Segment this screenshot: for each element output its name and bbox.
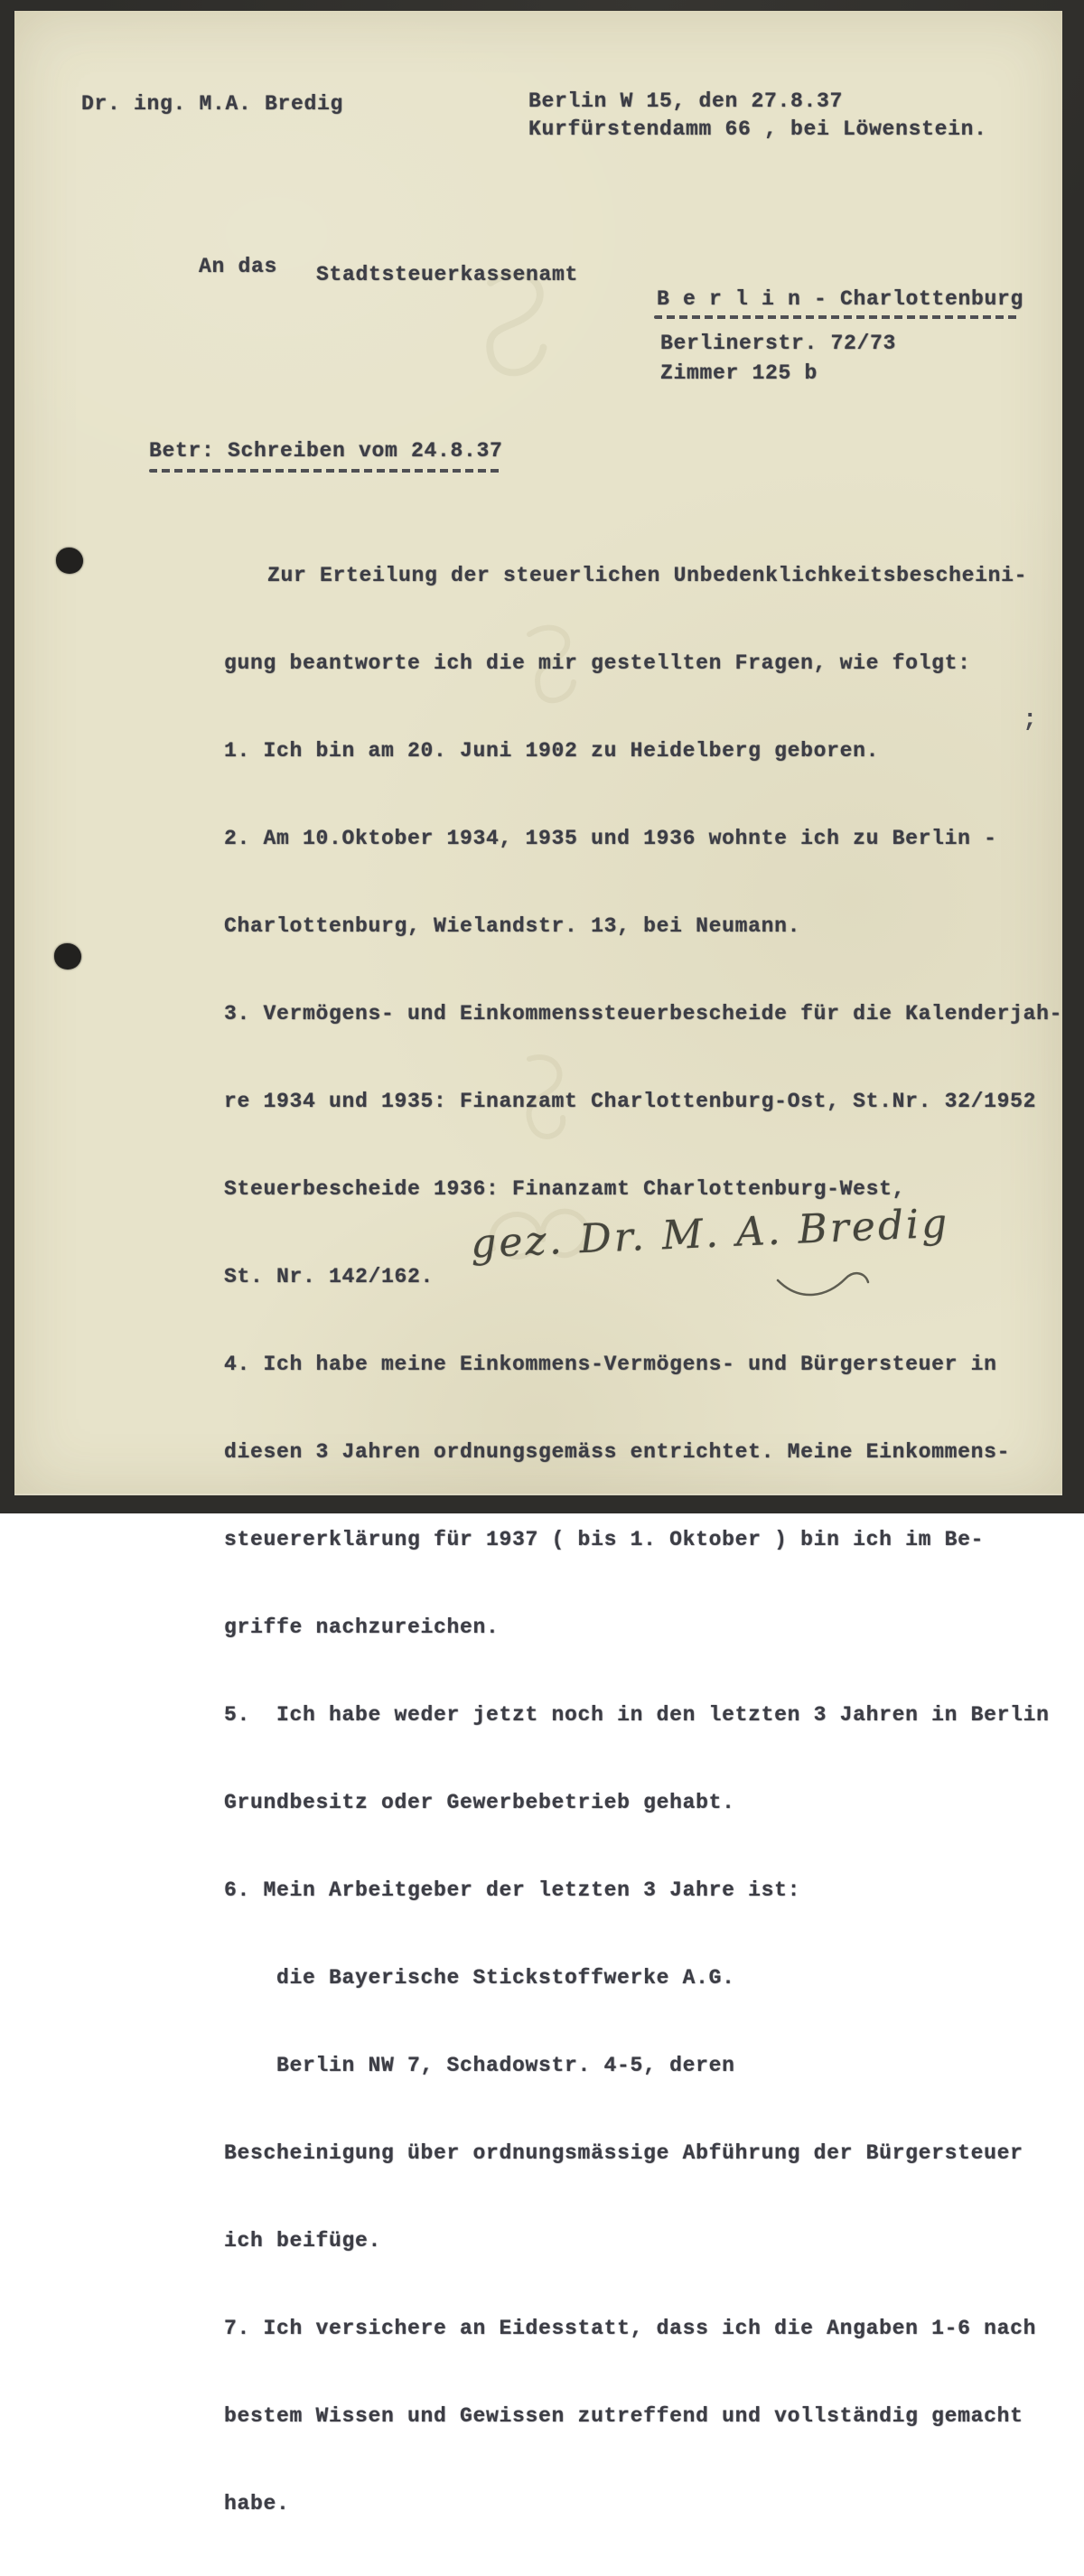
body-line: habe. bbox=[224, 2492, 290, 2515]
recipient-city-underline bbox=[654, 315, 1019, 319]
body-line: Steuerbescheide 1936: Finanzamt Charlottenburg-West, bbox=[224, 1177, 906, 1201]
body-line: die Bayerische Stickstoffwerke A.G. bbox=[276, 1966, 735, 1990]
body-line: 7. Ich versichere an Eidesstatt, dass ich die Angaben 1-6 nach bbox=[224, 2317, 1037, 2340]
subject-line: Betr: Schreiben vom 24.8.37 bbox=[149, 439, 503, 463]
body-line: Grundbesitz oder Gewerbebetrieb gehabt. bbox=[224, 1791, 735, 1814]
body-line: 4. Ich habe meine Einkommens-Vermögens- und Bürgersteuer in bbox=[224, 1353, 997, 1376]
body-line: griffe nachzureichen. bbox=[224, 1616, 500, 1639]
recipient-street: Berlinerstr. 72/73 bbox=[660, 332, 897, 355]
recipient-room: Zimmer 125 b bbox=[660, 361, 818, 385]
body-line: 2. Am 10.Oktober 1934, 1935 und 1936 wohnte ich zu Berlin - bbox=[224, 827, 997, 850]
body-line: 1. Ich bin am 20. Juni 1902 zu Heidelberg geboren. bbox=[224, 739, 880, 763]
body-line: steuererklärung für 1937 ( bis 1. Oktober ) bin ich im Be- bbox=[224, 1528, 985, 1551]
body-line: diesen 3 Jahren ordnungsgemäss entrichtet. Meine Einkommens- bbox=[224, 1440, 1011, 1464]
body-line: gung beantworte ich die mir gestellten Fragen, wie folgt: bbox=[224, 651, 971, 675]
sender-place-date: Berlin W 15, den 27.8.37 bbox=[528, 89, 844, 113]
body-line: ich beifüge. bbox=[224, 2229, 382, 2253]
punch-hole bbox=[56, 548, 83, 574]
body-line: re 1934 und 1935: Finanzamt Charlottenburg-Ost, St.Nr. 32/1952 bbox=[224, 1090, 1037, 1113]
signature: gez. Dr. M. A. Bredig bbox=[470, 1200, 951, 1268]
sender-name: Dr. ing. M.A. Bredig bbox=[81, 92, 344, 116]
body-line: 3. Vermögens- und Einkommenssteuerbescheide für die Kalenderjah- bbox=[224, 1002, 1063, 1026]
body-line: Berlin NW 7, Schadowstr. 4-5, deren bbox=[276, 2054, 735, 2077]
body-line: Bescheinigung über ordnungsmässige Abführung der Bürgersteuer bbox=[224, 2141, 1023, 2165]
punch-hole bbox=[54, 943, 81, 970]
handwritten-semicolon: ; bbox=[1023, 707, 1038, 734]
body-line: St. Nr. 142/162. bbox=[224, 1265, 435, 1288]
body-line: 6. Mein Arbeitgeber der letzten 3 Jahre ist: bbox=[224, 1878, 801, 1902]
recipient-city: B e r l i n - Charlottenburg bbox=[657, 287, 1024, 311]
sender-address: Kurfürstendamm 66 , bei Löwenstein. bbox=[528, 117, 987, 141]
subject-underline bbox=[149, 469, 503, 473]
recipient-salutation: An das bbox=[199, 255, 278, 278]
signature-flourish bbox=[773, 1262, 873, 1307]
body-line: Zur Erteilung der steuerlichen Unbedenklichkeitsbescheini- bbox=[267, 564, 1028, 587]
letter-body bbox=[224, 504, 1062, 2576]
body-line: 5. Ich habe weder jetzt noch in den letzten 3 Jahren in Berlin bbox=[224, 1703, 1050, 1727]
paper-sheet bbox=[14, 11, 1063, 2515]
recipient-office: Stadtsteuerkassenamt bbox=[316, 263, 579, 286]
body-line: Charlottenburg, Wielandstr. 13, bei Neumann. bbox=[224, 914, 801, 938]
body-line: bestem Wissen und Gewissen zutreffend und vollständig gemacht bbox=[224, 2404, 1023, 2428]
